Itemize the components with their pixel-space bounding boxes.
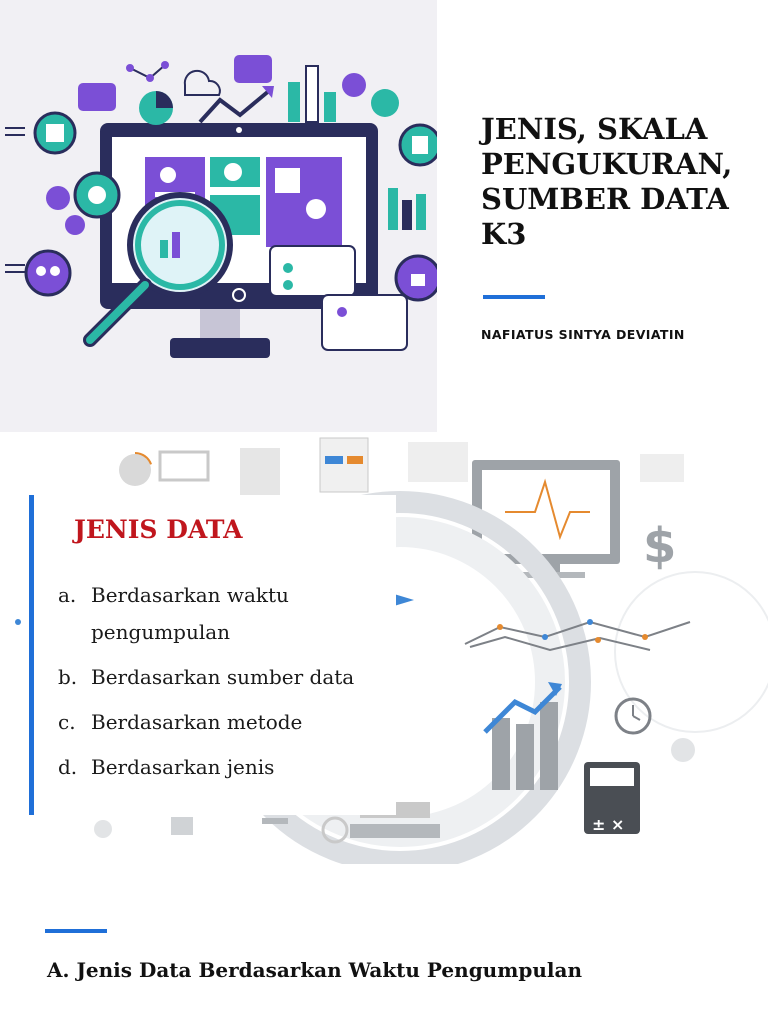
jenis-data-list	[58, 577, 388, 794]
dollar-icon: $	[643, 518, 677, 574]
presentation-title: JENIS, SKALA PENGUKURAN, SUMBER DATA K3	[481, 112, 733, 251]
list-item	[58, 659, 388, 696]
subsection-slide	[0, 864, 768, 1024]
data-analytics-illustration	[0, 0, 437, 432]
list-item-text: Berdasarkan jenis	[91, 755, 275, 779]
section-heading: JENIS DATA	[74, 515, 243, 544]
subsection-heading: A. Jenis Data Berdasarkan Waktu Pengumpulan	[47, 958, 582, 982]
list-marker: b.	[58, 665, 78, 689]
list-item	[58, 749, 388, 786]
jenis-data-slide	[0, 432, 768, 864]
list-item-text: Berdasarkan sumber data	[91, 665, 355, 689]
list-marker: c.	[58, 710, 76, 734]
list-item-text: Berdasarkan waktu pengumpulan	[91, 583, 289, 644]
list-item	[58, 704, 388, 741]
title-accent-bar	[483, 295, 545, 299]
author-name: NAFIATUS SINTYA DEVIATIN	[481, 327, 685, 342]
list-marker: a.	[58, 583, 77, 607]
content-card	[29, 495, 396, 815]
list-item-text: Berdasarkan metode	[91, 710, 303, 734]
svg-text:± ×: ± ×	[592, 815, 625, 834]
heading-accent-bar	[45, 929, 107, 933]
analytics-monitor-icon	[0, 0, 437, 432]
title-slide	[0, 0, 768, 432]
list-marker: d.	[58, 755, 78, 779]
list-item	[58, 577, 388, 651]
